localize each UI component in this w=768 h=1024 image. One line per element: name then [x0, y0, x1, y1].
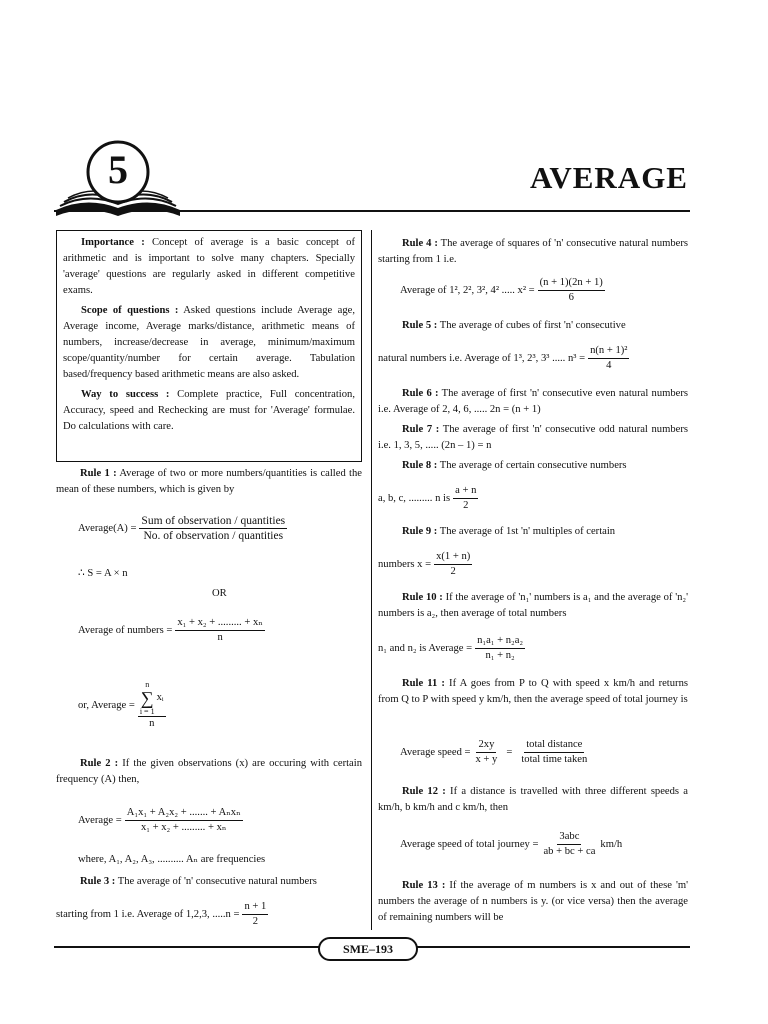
rule-1-s-formula: ∴ S = A × n: [78, 568, 128, 579]
sigma-icon: ∑: [140, 688, 154, 708]
chapter-title: AVERAGE: [529, 160, 688, 195]
fraction-numerator: n₁a₁ + n₂a₂: [475, 634, 525, 649]
fraction-denominator: ab + bc + ca: [543, 846, 596, 857]
fraction-numerator: (n + 1)(2n + 1): [538, 276, 605, 291]
header-rule: [54, 210, 690, 212]
rule-1-formula: Average(A) = $\frac{\text{Sum of observation / quantities}}{\text{No. of observation / quantities}}$: [78, 515, 286, 542]
fraction-denominator: 2: [463, 500, 469, 511]
rule-13: Rule 13 : If the average of m numbers is x and out of these 'm' numbers the average of n numbers is y. (or vice versa) then the average of remaining numbers will be: [378, 880, 688, 923]
fraction-numerator: a + n: [453, 484, 478, 499]
fraction-denominator: 2: [252, 916, 259, 927]
importance-paragraph: Importance : Concept of average is a basic concept of arithmetic and is important to solve many chapters. Specially 'average' questions are regularly asked in different competitive exams.: [63, 237, 356, 296]
column-divider: [371, 230, 372, 930]
rule-6: Rule 6 : The average of first 'n' consecutive even natural numbers i.e. Average of 2, 4, 6, ..... 2n = (n + 1): [378, 388, 689, 415]
fraction-numerator: x(1 + n): [434, 550, 472, 565]
rule-9: Rule 9 : The average of 1st 'n' multiples of certain: [402, 526, 616, 537]
rule-12: Rule 12 : If a distance is travelled with three different speeds a km/h, b km/h and c km/h, then: [378, 786, 688, 813]
rule-11: Rule 11 : If A goes from P to Q with speed x km/h and returns from Q to P with speed y km/h, then the average speed of total journey is: [378, 678, 688, 705]
rule-5: Rule 5 : The average of cubes of first 'n' consecutive: [402, 320, 626, 331]
fraction-denominator: x + y: [475, 754, 498, 765]
rule-1-formula-3: or, Average = n ∑ i = 1 xᵢ n: [78, 680, 164, 729]
chapter-number: 5: [108, 147, 128, 192]
scope-paragraph: Scope of questions : Asked questions include Average age, Average income, Average marks/distance, arithmetic means of numbers, increase/decrease in average, minimum/maximum scope/quantity/number for certain average. Tabulation based/frequency based arithmetic means are also asked.: [63, 305, 355, 380]
rule-7: Rule 7 : The average of first 'n' consecutive odd natural numbers i.e. 1, 3, 5, ..... (2n – 1) = n: [378, 424, 688, 451]
fraction-denominator: n: [217, 632, 223, 643]
rule-5-formula: natural numbers i.e. Average of 1³, 2³, 3³ ..... n³ = $\frac{\text{n(n + 1)²}}{4}$: [378, 345, 628, 371]
intro-box: [56, 230, 362, 462]
chapter-badge: [52, 130, 184, 220]
fraction-numerator: x₁ + x₂ + ......... + xₙ: [175, 616, 265, 631]
summation: n ∑ i = 1 xᵢ: [139, 680, 164, 716]
rule-11-formula: Average speed = $\frac{2xy}{x + y}$ = $\frac{\text{total distance}}{\text{total time taken}}$: [400, 739, 588, 765]
rule-2-formula: Average = $\frac{\text{A₁x₁ + A₂x₂ + ....... + Aₙxₙ}}{\text{x₁ + x₂ + ......... + xₙ}}$: [78, 807, 241, 833]
page-number-badge: SME–193: [318, 937, 418, 961]
fraction-denominator: x₁ + x₂ + ......... + xₙ: [140, 822, 227, 833]
fraction-numerator: 2xy: [476, 738, 496, 753]
fraction-numerator: total distance: [524, 738, 584, 753]
fraction-denominator: 6: [568, 292, 574, 303]
fraction-denominator: No. of observation / quantities: [143, 530, 284, 542]
fraction-numerator: Sum of observation / quantities: [141, 515, 286, 527]
rule-2-where: where, A₁, A₂, A₃, .......... Aₙ are frequencies: [78, 854, 266, 865]
fraction-denominator: 4: [606, 360, 612, 371]
rule-4-formula: Average of 1², 2², 3², 4² ..... x² = $\frac{(n + 1)(2n + 1)}{6}$: [400, 277, 603, 303]
rule-8-formula: a, b, c, ......... n is $\frac{a + n}{2}$: [378, 485, 477, 511]
rule-3: Rule 3 : The average of 'n' consecutive natural numbers: [80, 876, 317, 887]
rule-1-or: OR: [212, 588, 227, 599]
rule-1: Rule 1 : Average of two or more numbers/quantities is called the mean of these numbers, which is given by: [56, 468, 362, 495]
rule-10: Rule 10 : If the average of 'n₁' numbers is a₁ and the average of 'n₂' numbers is a₂, then average of total numbers: [378, 592, 688, 619]
rule-3-formula: starting from 1 i.e. Average of 1,2,3, .....n = $\frac{n + 1}{2}$: [56, 901, 267, 927]
fraction-denominator: n₁ + n₂: [485, 650, 515, 661]
rule-10-formula: n₁ and n₂ is Average = $\frac{\text{n₁a₁ + n₂a₂}}{\text{n₁ + n₂}}$: [378, 635, 524, 661]
fraction-numerator: 3abc: [557, 830, 581, 845]
success-paragraph: Way to success : Complete practice, Full concentration, Accuracy, speed and Rechecking are must for 'Average' formulae. Do calculations with care.: [63, 389, 355, 432]
fraction-numerator: n(n + 1)²: [588, 344, 629, 359]
rule-4: Rule 4 : The average of squares of 'n' consecutive natural numbers starting from 1 i.e.: [378, 238, 689, 265]
fraction-numerator: A₁x₁ + A₂x₂ + ....... + Aₙxₙ: [125, 806, 243, 821]
rule-2: Rule 2 : If the given observations (x) are occuring with certain frequency (A) then,: [56, 758, 363, 785]
rule-1-formula-2: Average of numbers = $\frac{\text{x₁ + x₂ + ......... + xₙ}}{n}$: [78, 617, 263, 643]
fraction-denominator: total time taken: [521, 754, 588, 765]
rule-12-formula: Average speed of total journey = $\frac{\text{3abc}}{ab + bc + ca}$ km/h: [400, 831, 623, 857]
rule-8: Rule 8 : The average of certain consecutive numbers: [402, 460, 627, 471]
fraction-numerator: n + 1: [242, 900, 268, 915]
fraction-denominator: 2: [450, 566, 456, 577]
fraction-denominator: n: [149, 718, 155, 729]
rule-9-formula: numbers x = $\frac{x(1 + n)}{2}$: [378, 551, 471, 577]
